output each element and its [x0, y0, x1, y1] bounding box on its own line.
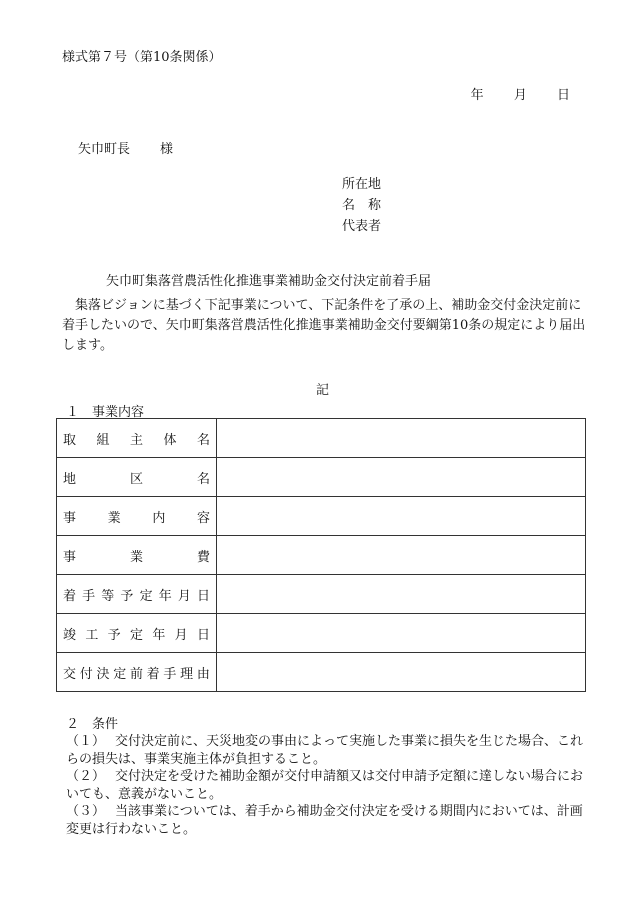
condition-1 — [66, 733, 586, 769]
condition-3 — [66, 803, 586, 839]
date-day: 日 — [556, 88, 570, 103]
row-label-text: 交 付 決 定 前 着 手 理 由 — [63, 666, 210, 682]
document-title: 矢巾町集落営農活性化推進事業補助金交付決定前着手届 — [106, 274, 432, 289]
condition-3-number: （３） — [66, 804, 106, 819]
row-value-cell[interactable] — [217, 497, 586, 536]
table-row — [57, 419, 586, 458]
form-number-label: 様式第７号（第10条関係） — [62, 50, 222, 65]
applicant-block — [342, 174, 381, 237]
table-row — [57, 536, 586, 575]
condition-2-number: （２） — [66, 769, 106, 784]
row-value-cell[interactable] — [217, 536, 586, 575]
row-label — [57, 458, 217, 497]
date-month: 月 — [513, 88, 527, 103]
section1-heading: １ 事業内容 — [66, 405, 145, 420]
table-row — [57, 653, 586, 692]
table-row — [57, 458, 586, 497]
row-value-cell[interactable] — [217, 614, 586, 653]
row-value-cell[interactable] — [217, 458, 586, 497]
project-table — [56, 418, 586, 692]
row-label-text: 地 区 名 — [63, 471, 210, 487]
date-line — [445, 84, 570, 103]
table-row — [57, 614, 586, 653]
applicant-representative-label: 代表者 — [342, 219, 382, 234]
row-label — [57, 614, 217, 653]
body-paragraph: 集落ビジョンに基づく下記事業について、下記条件を了承の上、補助金交付金決定前に着手したいので、矢巾町集落営農活性化推進事業補助金交付要綱第10条の規定により届出します。 — [62, 298, 586, 353]
applicant-name-label: 名 称 — [342, 198, 382, 213]
date-year: 年 — [470, 88, 484, 103]
condition-1-text: 交付決定前に、天災地変の事由によって実施した事業に損失を生じた場合、これらの損失は、事業実施主体が負担すること。 — [66, 734, 584, 767]
applicant-address-label: 所在地 — [342, 177, 382, 192]
row-label — [57, 575, 217, 614]
row-label — [57, 419, 217, 458]
table-row — [57, 497, 586, 536]
section2-heading: ２ 条件 — [66, 717, 119, 732]
table-row — [57, 575, 586, 614]
addressee — [78, 138, 173, 157]
row-value-cell[interactable] — [217, 575, 586, 614]
row-label — [57, 497, 217, 536]
row-label-text: 竣 工 予 定 年 月 日 — [63, 627, 210, 643]
condition-3-text: 当該事業については、着手から補助金交付決定を受ける期間内においては、計画変更は行わないこと。 — [66, 804, 583, 837]
row-value-cell[interactable] — [217, 653, 586, 692]
ki-heading: 記 — [316, 383, 330, 398]
condition-2 — [66, 768, 586, 804]
row-label-text: 着 手 等 予 定 年 月 日 — [63, 588, 210, 604]
row-label-text: 事 業 費 — [63, 549, 210, 565]
condition-2-text: 交付決定を受けた補助金額が交付申請額又は交付申請予定額に達しない場合においても、意義がないこと。 — [66, 769, 584, 802]
row-label-text: 取 組 主 体 名 — [63, 432, 210, 448]
row-label-text: 事 業 内 容 — [63, 510, 210, 526]
honorific: 様 — [160, 142, 174, 157]
row-label — [57, 653, 217, 692]
addressee-name: 矢巾町長 — [78, 142, 131, 157]
row-label — [57, 536, 217, 575]
row-value-cell[interactable] — [217, 419, 586, 458]
condition-1-number: （１） — [66, 734, 106, 749]
